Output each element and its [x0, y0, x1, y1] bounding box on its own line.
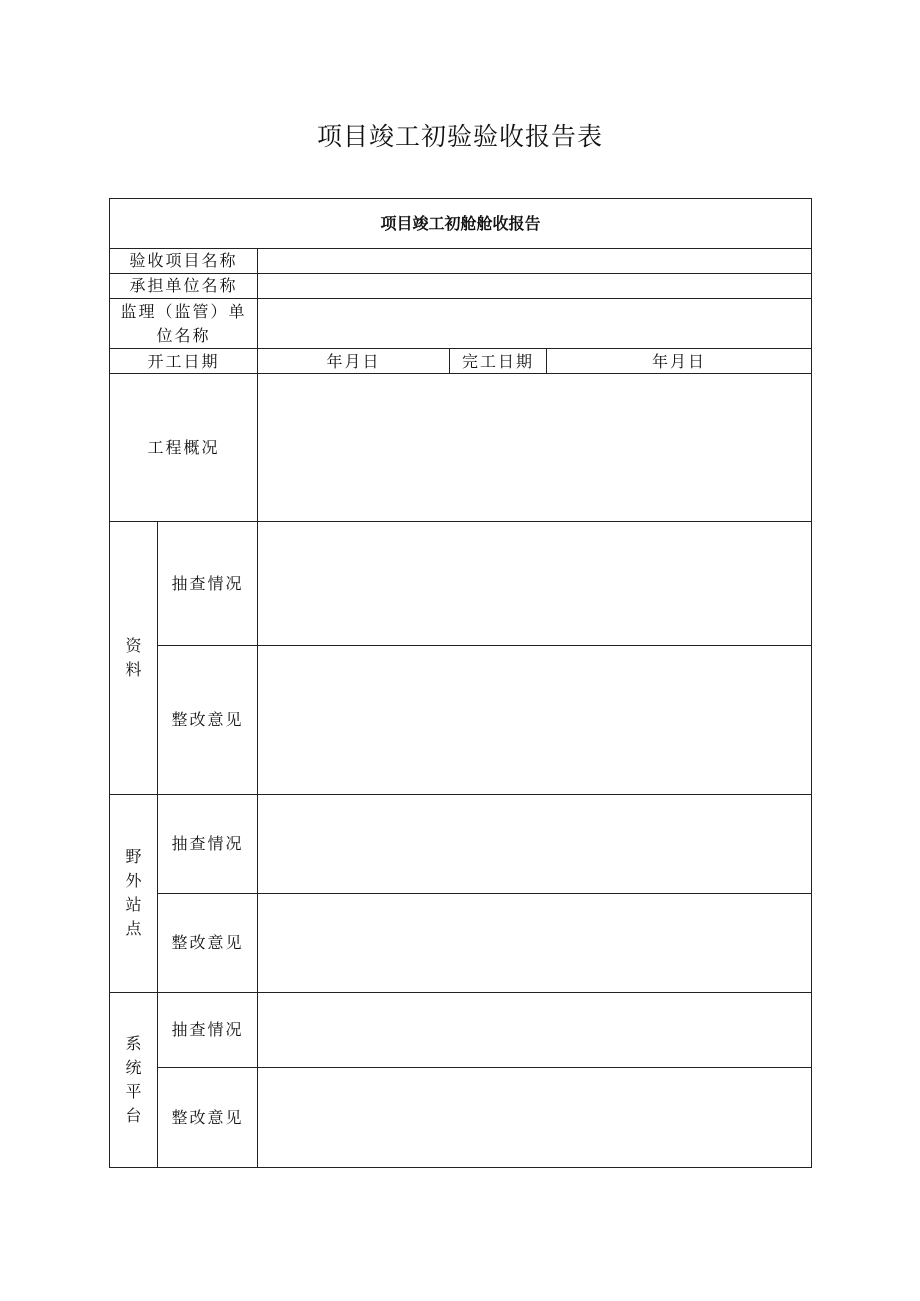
contractor-field[interactable] — [258, 274, 812, 299]
fix-label: 整改意见 — [158, 1067, 258, 1167]
section-title: 系统平台 — [125, 1033, 142, 1125]
project-name-field[interactable] — [258, 249, 812, 274]
start-date-field[interactable]: 年月日 — [258, 349, 450, 374]
report-header-row — [110, 199, 812, 249]
end-date-field[interactable]: 年月日 — [547, 349, 812, 374]
project-name-label: 验收项目名称 — [110, 249, 258, 274]
overview-field[interactable] — [258, 374, 812, 522]
section-row — [110, 1067, 812, 1167]
section-title-cell — [110, 992, 158, 1167]
section-row — [110, 646, 812, 794]
supervisor-label: 监理（监管）单位名称 — [120, 301, 247, 345]
section-title-cell — [110, 522, 158, 794]
contractor-label: 承担单位名称 — [110, 274, 258, 299]
section-row — [110, 794, 812, 893]
check-field[interactable] — [258, 794, 812, 893]
document-title: 项目竣工初验验收报告表 — [316, 122, 603, 151]
section-row — [110, 522, 812, 646]
project-name-row — [110, 249, 812, 274]
overview-label: 工程概况 — [110, 374, 258, 522]
section-title: 野外站点 — [125, 847, 142, 939]
fix-field[interactable] — [258, 1067, 812, 1167]
check-label: 抽查情况 — [158, 522, 258, 646]
fix-label: 整改意见 — [158, 893, 258, 992]
end-date-label: 完工日期 — [450, 349, 547, 374]
section-title-cell — [110, 794, 158, 992]
supervisor-field[interactable] — [258, 299, 812, 349]
check-label: 抽查情况 — [158, 794, 258, 893]
fix-field[interactable] — [258, 893, 812, 992]
fix-field[interactable] — [258, 646, 812, 794]
contractor-row — [110, 274, 812, 299]
supervisor-row — [110, 299, 812, 349]
section-row — [110, 992, 812, 1067]
section-row — [110, 893, 812, 992]
report-header: 项目竣工初舱舱收报告 — [110, 199, 812, 249]
fix-label: 整改意见 — [158, 646, 258, 794]
acceptance-report-table — [109, 198, 812, 1168]
check-label: 抽查情况 — [158, 992, 258, 1067]
check-field[interactable] — [258, 522, 812, 646]
check-field[interactable] — [258, 992, 812, 1067]
supervisor-label-cell — [110, 299, 258, 349]
start-date-label: 开工日期 — [110, 349, 258, 374]
dates-row — [110, 349, 812, 374]
section-title: 资料 — [125, 635, 142, 679]
overview-row — [110, 374, 812, 522]
